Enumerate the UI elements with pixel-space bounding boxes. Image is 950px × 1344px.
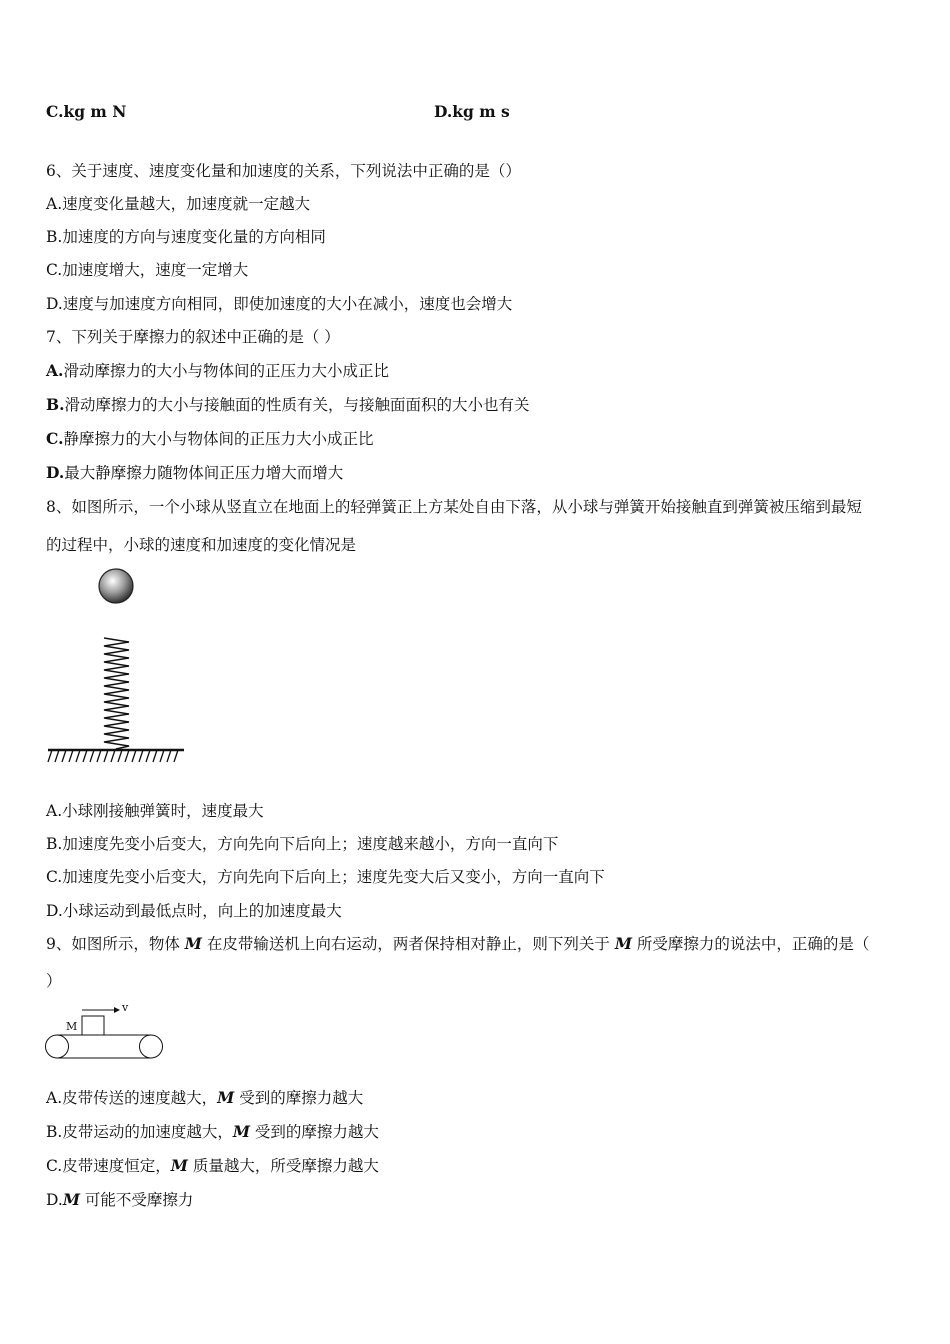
q9-stem-m: M <box>614 934 632 953</box>
block-m-icon <box>82 1016 104 1035</box>
q9-stem-part: 所受摩擦力的说法中，正确的是（ <box>632 935 870 953</box>
q9-option-c <box>46 1156 379 1176</box>
q9-option-part: A.皮带传送的速度越大， <box>46 1089 218 1107</box>
q9-option-m: M <box>62 1190 80 1209</box>
q8-option-a: A.小球刚接触弹簧时，速度最大 <box>46 802 264 820</box>
q9-stem-line1 <box>46 934 869 954</box>
q7-option-d-label: D. <box>46 463 65 482</box>
q9-option-d <box>46 1190 193 1210</box>
q9-stem-line2: ） <box>46 972 62 990</box>
q8-option-c: C.加速度先变小后变大，方向先向下后向上；速度先变大后又变小，方向一直向下 <box>46 868 605 886</box>
ball-icon <box>99 569 133 603</box>
q6-option-b: B.加速度的方向与速度变化量的方向相同 <box>46 228 326 246</box>
q9-option-m: M <box>232 1122 250 1141</box>
q9-option-m: M <box>170 1156 188 1175</box>
spring-icon <box>104 638 129 749</box>
q8-stem-line1: 8、如图所示，一个小球从竖直立在地面上的轻弹簧正上方某处自由下落，从小球与弹簧开始接触直到弹簧被压缩到最短 <box>46 498 862 516</box>
q7-option-d <box>46 463 343 483</box>
pulley-right-icon <box>140 1035 163 1058</box>
q9-option-b <box>46 1122 379 1142</box>
q7-option-b-label: B. <box>46 395 65 414</box>
q9-option-m: M <box>217 1088 235 1107</box>
q6-stem: 6、关于速度、速度变化量和加速度的关系，下列说法中正确的是（） <box>46 162 521 180</box>
q9-option-part: D. <box>46 1191 63 1209</box>
q9-option-part: 可能不受摩擦力 <box>79 1191 194 1209</box>
q8-option-d: D.小球运动到最低点时，向上的加速度最大 <box>46 902 342 920</box>
q6-option-d: D.速度与加速度方向相同，即使加速度的大小在减小，速度也会增大 <box>46 295 513 313</box>
q5-option-c: C.kg m N <box>46 102 127 121</box>
q7-option-a <box>46 361 389 381</box>
q9-conveyor-figure <box>44 998 169 1064</box>
q9-option-a <box>46 1088 363 1108</box>
q7-option-b-text: 滑动摩擦力的大小与接触面的性质有关，与接触面面积的大小也有关 <box>64 396 530 414</box>
q7-option-c-label: C. <box>46 429 64 448</box>
q9-option-part: 质量越大，所受摩擦力越大 <box>187 1157 379 1175</box>
q7-option-c <box>46 429 373 449</box>
ground-hatch <box>48 750 178 762</box>
q7-option-c-text: 静摩擦力的大小与物体间的正压力大小成正比 <box>63 430 374 448</box>
q9-option-part: 受到的摩擦力越大 <box>234 1089 364 1107</box>
q8-stem-line2: 的过程中，小球的速度和加速度的变化情况是 <box>46 536 357 554</box>
q7-option-b <box>46 395 530 415</box>
arrowhead-icon <box>114 1007 120 1013</box>
q6-option-c: C.加速度增大，速度一定增大 <box>46 261 249 279</box>
q9-option-part: C.皮带速度恒定， <box>46 1157 171 1175</box>
q9-stem-m: M <box>184 934 202 953</box>
pulley-left-icon <box>46 1035 69 1058</box>
q9-option-part: 受到的摩擦力越大 <box>250 1123 379 1141</box>
q9-option-part: B.皮带运动的加速度越大， <box>46 1123 233 1141</box>
q8-option-b: B.加速度先变小后变大，方向先向下后向上；速度越来越小，方向一直向下 <box>46 835 559 853</box>
q8-spring-figure <box>44 562 194 772</box>
q7-option-a-text: 滑动摩擦力的大小与物体间的正压力大小成正比 <box>63 362 389 380</box>
q7-option-a-label: A. <box>46 361 64 380</box>
fig-label-m: M <box>66 1020 78 1033</box>
q9-stem-part: 9、如图所示，物体 <box>46 935 185 953</box>
fig-label-v: v <box>122 1001 129 1014</box>
q9-stem-part: 在皮带输送机上向右运动，两者保持相对静止，则下列关于 <box>201 935 615 953</box>
q6-option-a: A.速度变化量越大，加速度就一定越大 <box>46 195 311 213</box>
q5-option-d: D.kg m s <box>434 102 510 121</box>
q7-stem: 7、下列关于摩擦力的叙述中正确的是（ ） <box>46 328 340 346</box>
q7-option-d-text: 最大静摩擦力随物体间正压力增大而增大 <box>64 464 344 482</box>
